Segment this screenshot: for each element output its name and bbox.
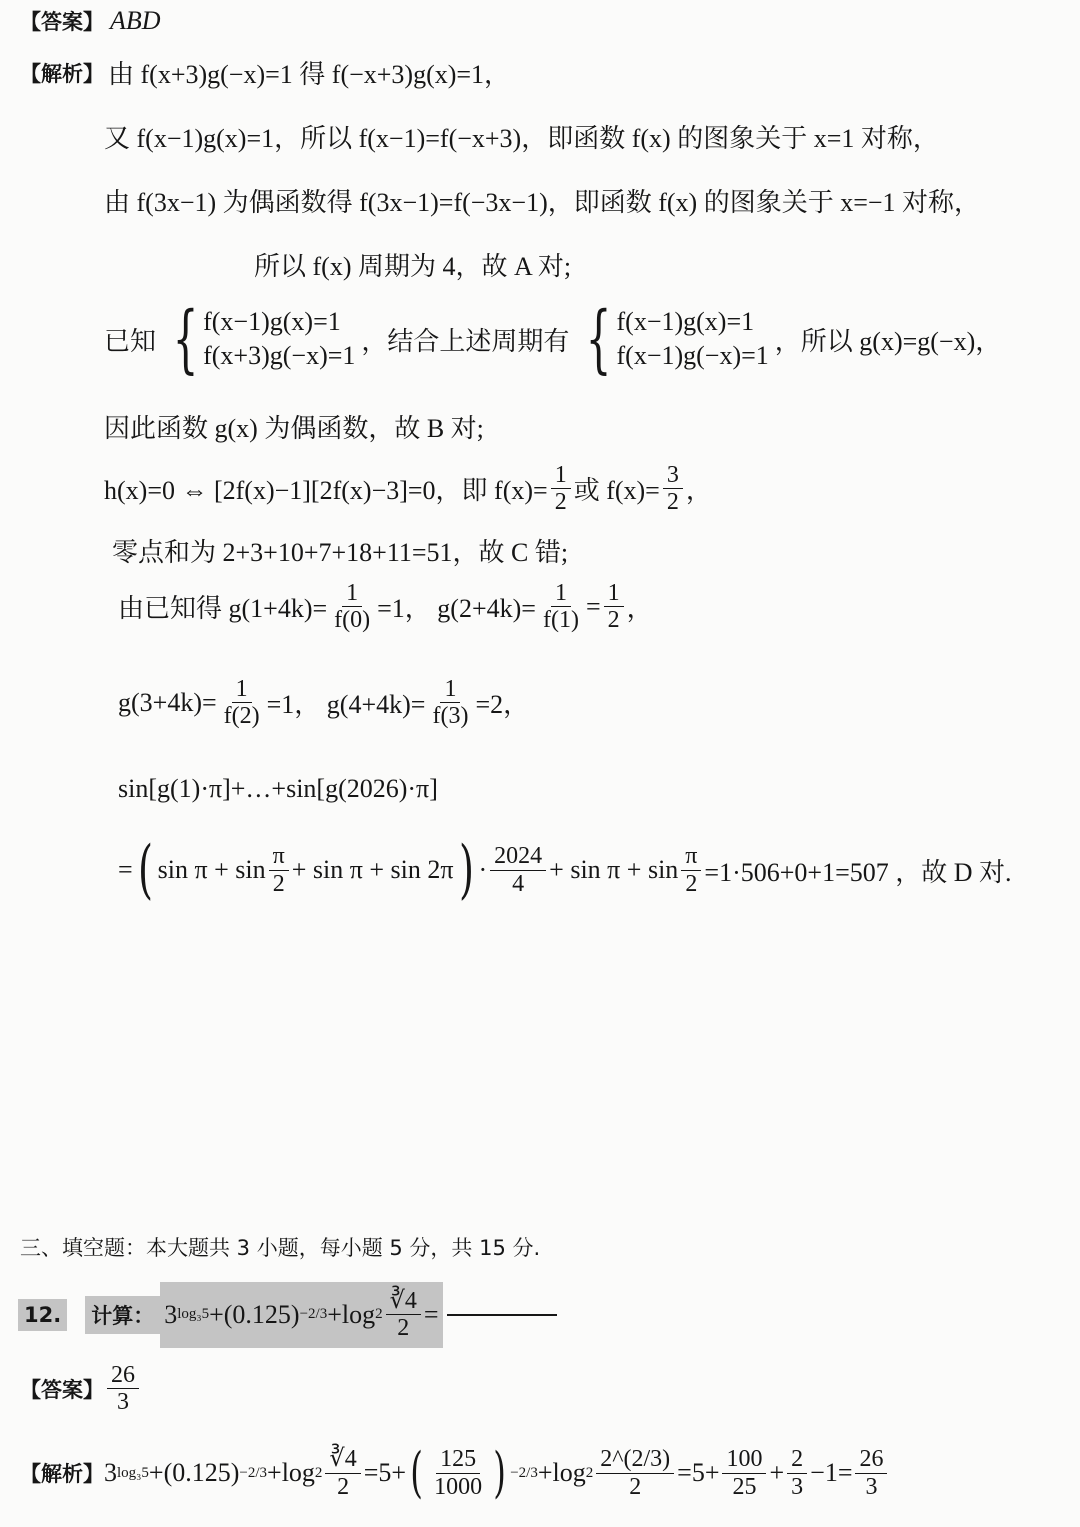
answer-label: 【答案】 <box>20 10 104 34</box>
fraction <box>681 843 701 897</box>
q12-prompt-line <box>18 1282 557 1348</box>
fraction-numerator: 125 <box>436 1446 480 1473</box>
equation-text: =1·506+0+1=507 ，故 D 对. <box>704 857 1012 887</box>
q11-line7 <box>104 462 712 516</box>
system-row: f(x+3)g(−x)=1 <box>203 341 356 370</box>
expr-exponent: −2/3 <box>299 1306 328 1323</box>
fraction-denominator: 4 <box>512 870 525 897</box>
expr-exponent: −2/3 <box>239 1464 268 1481</box>
fraction-denominator: 3 <box>865 1473 878 1500</box>
system-row: f(x−1)g(−x)=1 <box>616 341 769 370</box>
expr-exponent: log₃5 <box>117 1464 149 1481</box>
equation-text: g(3+4k)= <box>118 687 217 717</box>
fraction-denominator: 2 <box>554 489 567 516</box>
expr-part: = <box>423 1299 439 1329</box>
question-prompt: 计算： <box>85 1296 160 1334</box>
q11-line6: 因此函数 g(x) 为偶函数，故 B 对; <box>104 414 484 443</box>
fraction <box>722 1446 766 1500</box>
q12-answer-line <box>20 1362 142 1416</box>
fraction-numerator: 1 <box>604 580 624 607</box>
fraction <box>330 580 374 634</box>
fraction <box>551 462 571 516</box>
expr-exponent: −2/3 <box>510 1464 538 1481</box>
q11-line9 <box>118 580 653 634</box>
equation-system-1 <box>162 296 356 382</box>
right-paren-icon: ) <box>458 833 474 907</box>
fraction <box>787 1446 807 1500</box>
left-paren-icon: ( <box>137 833 153 907</box>
fraction-numerator: 2024 <box>490 843 546 870</box>
fraction <box>855 1446 887 1500</box>
fraction-denominator: f(2) <box>223 703 260 730</box>
q12-analysis-line <box>20 1441 890 1504</box>
expr-part: +(0.125) <box>209 1299 300 1329</box>
fraction <box>490 843 546 897</box>
fraction <box>430 1446 486 1500</box>
fraction <box>663 462 683 516</box>
equation-text: = <box>585 591 601 621</box>
system-suffix: ，所以 g(x)=g(−x)， <box>774 326 1002 356</box>
fraction-numerator: ∛4 <box>386 1288 421 1315</box>
fraction-numerator: 2^(2/3) <box>596 1446 674 1473</box>
fraction <box>386 1288 421 1342</box>
q11-line12 <box>118 833 1012 907</box>
equation-text: + sin π + sin <box>549 855 679 884</box>
expr-part: +(0.125) <box>148 1458 240 1487</box>
equation-text: =1， g(2+4k)= <box>377 594 536 624</box>
fraction <box>269 843 289 897</box>
equation-text: = <box>118 855 133 884</box>
question-expression <box>160 1282 442 1348</box>
analysis-label: 【解析】 <box>20 1462 104 1486</box>
fraction-numerator: ∛4 <box>325 1446 360 1473</box>
expr-part: +log <box>537 1458 586 1487</box>
section-header: 三、填空题：本大题共 3 小题，每小题 5 分，共 15 分. <box>20 1236 541 1260</box>
equation-text: 由已知得 g(1+4k)= <box>118 594 328 624</box>
q11-analysis-line1 <box>20 54 510 91</box>
fraction-denominator: 2 <box>337 1473 350 1500</box>
answer-blank <box>447 1314 557 1316</box>
answer-value: ABD <box>110 6 161 35</box>
system-middle: ，结合上述周期有 <box>361 326 570 356</box>
system-row: f(x−1)g(x)=1 <box>616 307 755 336</box>
q11-line11: sin[g(1)·π]+…+sin[g(2026)·π] <box>118 774 438 803</box>
question-number: 12. <box>18 1299 67 1331</box>
equation-text: + sin π + sin 2π <box>291 855 454 884</box>
fraction-denominator: 3 <box>117 1389 129 1416</box>
fraction-denominator: f(3) <box>432 703 469 730</box>
fraction-numerator: π <box>269 843 289 870</box>
q11-line2: 又 f(x−1)g(x)=1，所以 f(x−1)=f(−x+3)，即函数 f(x) 的图象关于 x=1 对称， <box>104 124 939 153</box>
expr-part: +log <box>327 1299 376 1329</box>
analysis-text: 由 f(x+3)g(−x)=1 得 f(−x+3)g(x)=1， <box>108 60 511 89</box>
fraction-denominator: 2 <box>685 870 698 897</box>
fraction-numerator: 1 <box>232 676 252 703</box>
fraction-denominator: f(0) <box>334 607 371 634</box>
fraction-denominator: 2 <box>397 1315 410 1342</box>
answer-label: 【答案】 <box>20 1377 104 1402</box>
fraction-numerator: 26 <box>107 1362 139 1389</box>
fraction <box>539 580 583 634</box>
fraction-denominator: f(1) <box>542 607 579 634</box>
q11-answer-line <box>20 6 161 36</box>
q11-line8: 零点和为 2+3+10+7+18+11=51，故 C 错; <box>112 538 569 567</box>
fraction <box>428 676 472 730</box>
fraction-denominator: 2 <box>666 489 679 516</box>
equation-text: 或 f(x)= <box>573 476 660 506</box>
left-brace-icon: { <box>172 296 199 382</box>
fraction-numerator: 2 <box>787 1446 807 1473</box>
q11-line5 <box>104 296 1002 382</box>
fraction-numerator: 1 <box>342 580 362 607</box>
fraction <box>604 580 624 634</box>
fraction-numerator: 1 <box>440 676 460 703</box>
equation-text: =1， g(4+4k)= <box>266 690 426 720</box>
fraction-denominator: 2 <box>629 1473 642 1500</box>
fraction <box>596 1446 674 1500</box>
equation-text: h(x)=0 ⇔ [2f(x)−1][2f(x)−3]=0，即 f(x)= <box>104 476 548 506</box>
left-paren-icon: ( <box>410 1441 423 1504</box>
left-brace-icon: { <box>586 296 612 382</box>
expr-part: −1= <box>810 1458 853 1487</box>
q11-line3: 由 f(3x−1) 为偶函数得 f(3x−1)=f(−3x−1)，即函数 f(x) 的图象关于 x=−1 对称， <box>104 188 981 217</box>
expr-part: 3 <box>104 1458 117 1487</box>
fraction-denominator: 1000 <box>434 1473 483 1500</box>
equation-text: · <box>478 855 488 884</box>
answer-fraction <box>107 1362 139 1416</box>
system-prefix: 已知 <box>104 326 157 356</box>
fraction <box>220 676 264 730</box>
expr-subscript: 2 <box>375 1306 383 1323</box>
fraction <box>325 1446 360 1500</box>
analysis-label: 【解析】 <box>20 61 104 86</box>
equation-text: ， <box>685 476 712 506</box>
expr-part: +log <box>267 1458 315 1487</box>
fraction-denominator: 2 <box>607 607 620 634</box>
expr-part: + <box>769 1458 785 1487</box>
equation-text: ， <box>626 594 653 624</box>
expr-subscript: 2 <box>314 1464 323 1481</box>
q11-line10 <box>118 676 529 730</box>
equation-system-2 <box>575 296 769 382</box>
fraction-numerator: 1 <box>551 580 571 607</box>
fraction-denominator: 25 <box>732 1473 757 1500</box>
expr-subscript: 2 <box>585 1464 594 1481</box>
fraction-numerator: π <box>681 843 701 870</box>
fraction-numerator: 26 <box>855 1446 887 1473</box>
expr-part: =5+ <box>677 1458 720 1487</box>
equation-text: sin π + sin <box>157 855 266 884</box>
system-row: f(x−1)g(x)=1 <box>203 307 341 336</box>
right-paren-icon: ) <box>493 1441 506 1504</box>
equation-text: =2， <box>475 690 530 720</box>
fraction-numerator: 3 <box>663 462 683 489</box>
expr-exponent: log₃5 <box>177 1306 210 1323</box>
fraction-numerator: 100 <box>722 1446 766 1473</box>
q11-line4: 所以 f(x) 周期为 4，故 A 对; <box>254 252 572 281</box>
expr-part: =5+ <box>363 1458 407 1487</box>
fraction-denominator: 2 <box>272 870 285 897</box>
fraction-denominator: 3 <box>791 1473 804 1500</box>
expr-part: 3 <box>164 1299 178 1329</box>
fraction-numerator: 1 <box>551 462 571 489</box>
